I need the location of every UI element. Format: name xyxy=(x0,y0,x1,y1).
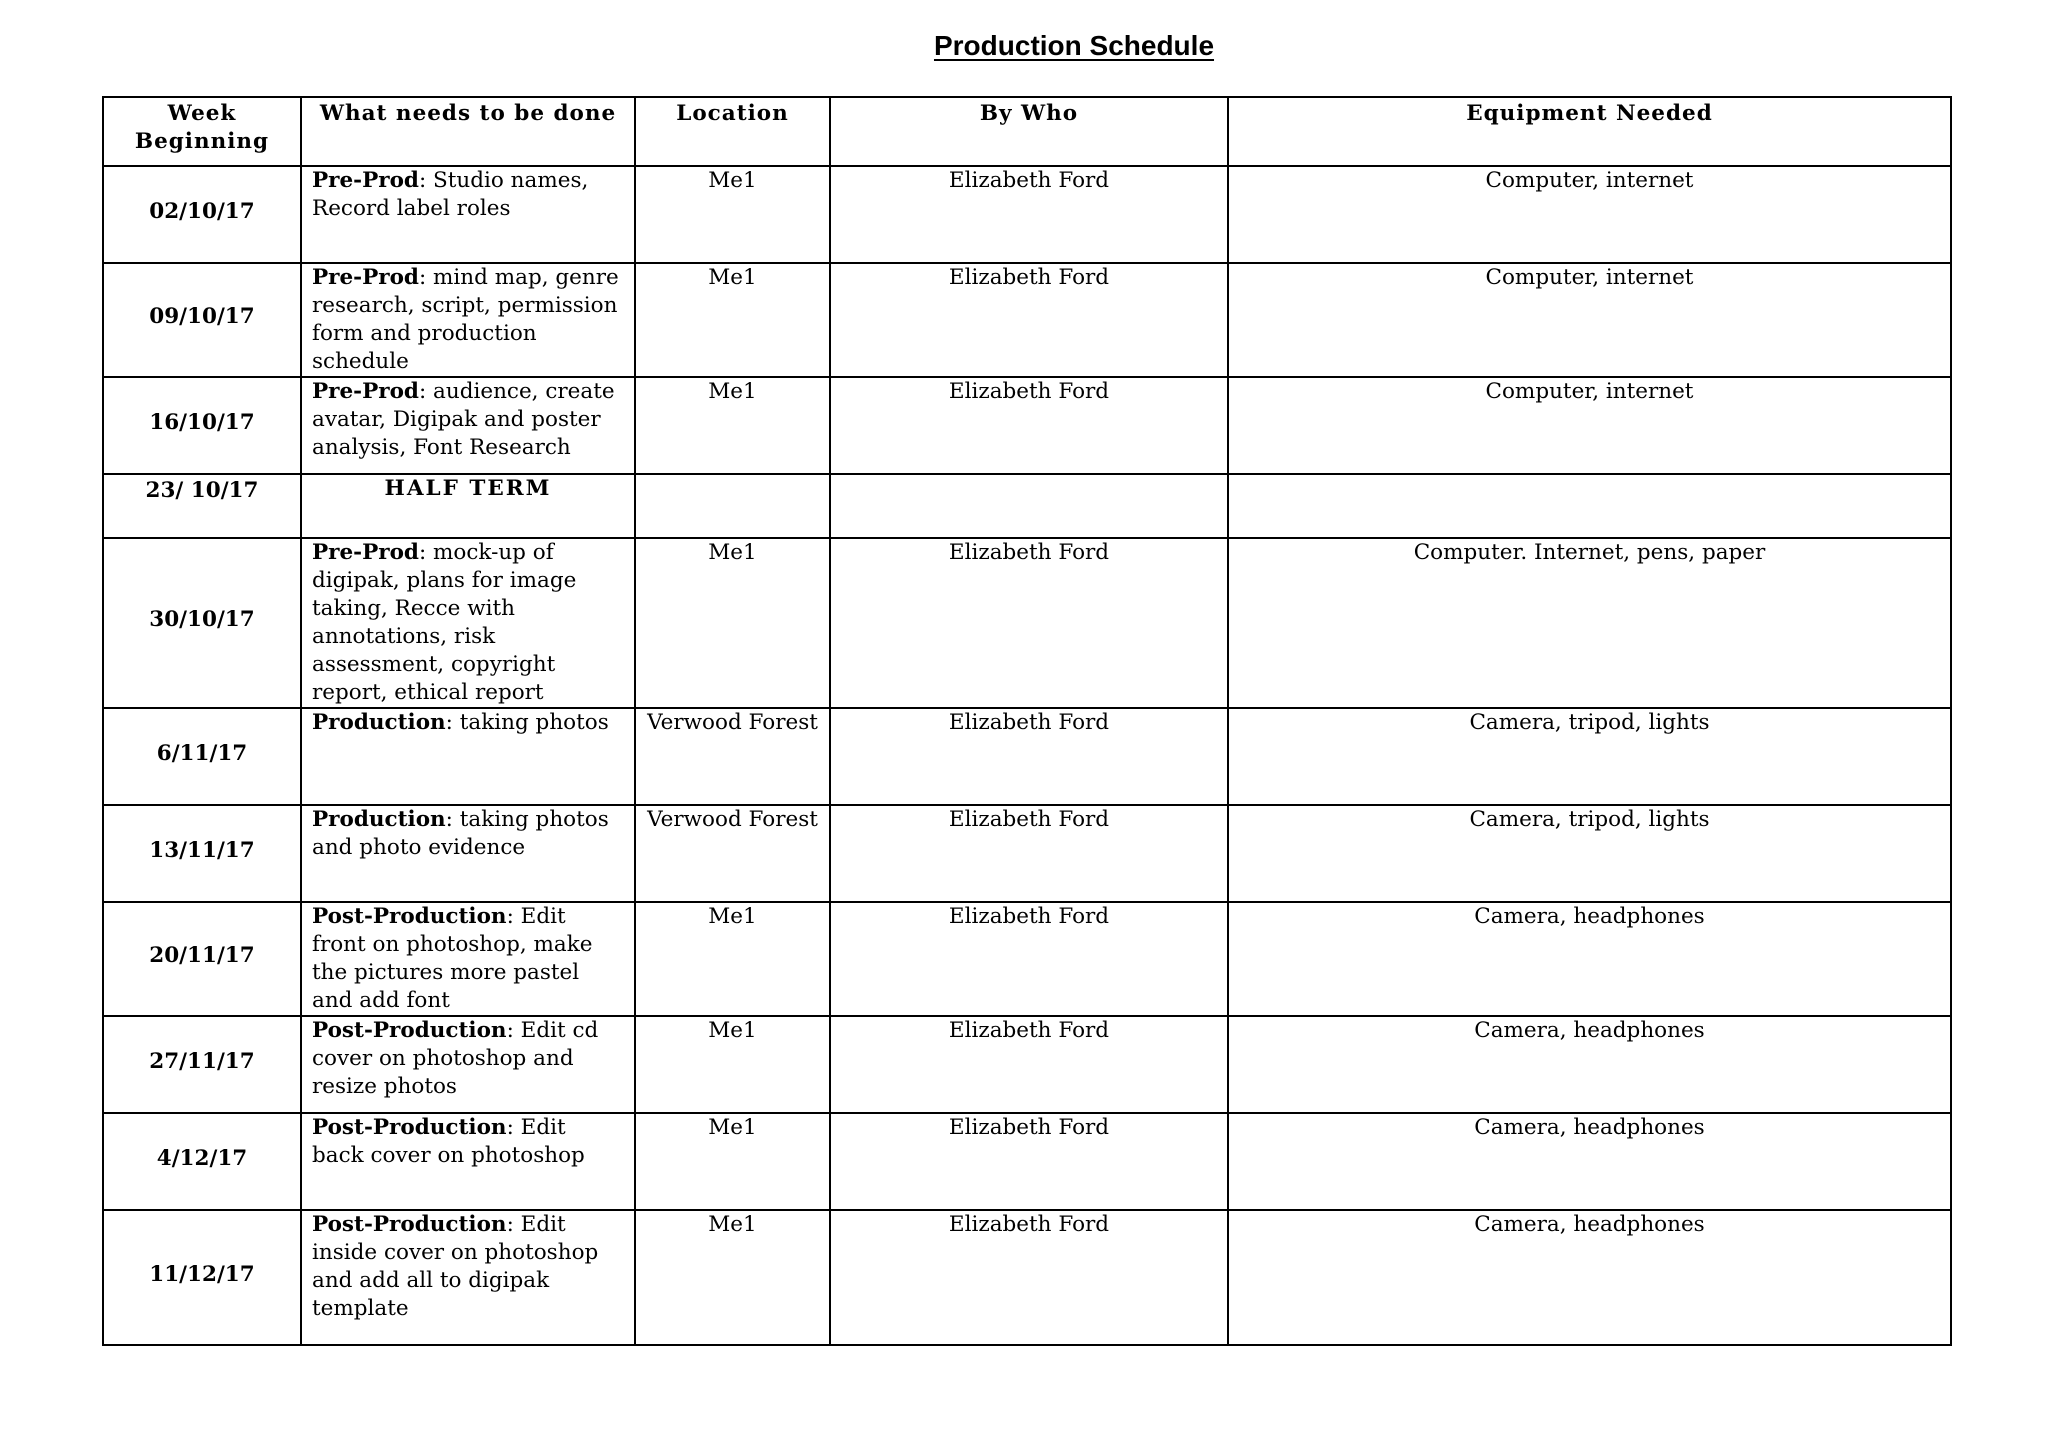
cell-task xyxy=(301,1113,635,1210)
cell-equipment: Camera, headphones xyxy=(1228,902,1951,1016)
cell-location: Me1 xyxy=(635,377,830,474)
table-row xyxy=(103,708,1951,805)
phase-label: Production xyxy=(312,710,446,735)
cell-week-beginning: 16/10/17 xyxy=(103,377,301,474)
header-week-beginning: Week Beginning xyxy=(103,97,301,166)
task-text: : taking photos xyxy=(445,710,609,735)
cell-by-who: Elizabeth Ford xyxy=(830,538,1228,708)
task-text: : audience, create avatar, Digipak and poster analysis, Font Research xyxy=(312,379,615,460)
table-row xyxy=(103,377,1951,474)
table-row xyxy=(103,1210,1951,1345)
cell-equipment: Camera, headphones xyxy=(1228,1113,1951,1210)
cell-location: Me1 xyxy=(635,538,830,708)
phase-label: Production xyxy=(312,807,446,832)
header-what-needs-to-be-done: What needs to be done xyxy=(301,97,635,166)
task-text: HALF TERM xyxy=(384,476,552,501)
cell-week-beginning: 23/ 10/17 xyxy=(103,474,301,538)
task-text: : Edit inside cover on photoshop and add all to digipak template xyxy=(312,1212,599,1321)
cell-week-beginning: 4/12/17 xyxy=(103,1113,301,1210)
cell-by-who xyxy=(830,474,1228,538)
header-row xyxy=(103,97,1951,166)
cell-task xyxy=(301,377,635,474)
cell-equipment: Computer, internet xyxy=(1228,263,1951,377)
task-text: : mock-up of digipak, plans for image taking, Recce with annotations, risk assessment, copyright report, ethical report xyxy=(312,540,577,705)
cell-location: Me1 xyxy=(635,1113,830,1210)
cell-week-beginning: 13/11/17 xyxy=(103,805,301,902)
header-equipment-needed: Equipment Needed xyxy=(1228,97,1951,166)
cell-equipment: Camera, headphones xyxy=(1228,1016,1951,1113)
table-row xyxy=(103,474,1951,538)
cell-week-beginning: 27/11/17 xyxy=(103,1016,301,1113)
cell-location: Me1 xyxy=(635,263,830,377)
cell-task xyxy=(301,1016,635,1113)
cell-week-beginning: 09/10/17 xyxy=(103,263,301,377)
production-schedule-table xyxy=(102,96,1952,1346)
cell-location: Me1 xyxy=(635,1016,830,1113)
cell-location: Me1 xyxy=(635,1210,830,1345)
phase-label: Post-Production xyxy=(312,1115,507,1140)
table-row xyxy=(103,902,1951,1016)
cell-task xyxy=(301,1210,635,1345)
cell-task xyxy=(301,166,635,263)
cell-by-who: Elizabeth Ford xyxy=(830,1016,1228,1113)
cell-week-beginning: 30/10/17 xyxy=(103,538,301,708)
cell-by-who: Elizabeth Ford xyxy=(830,805,1228,902)
cell-location: Me1 xyxy=(635,166,830,263)
cell-task xyxy=(301,708,635,805)
phase-label: Pre-Prod xyxy=(312,379,419,404)
cell-equipment: Computer, internet xyxy=(1228,166,1951,263)
cell-location: Me1 xyxy=(635,902,830,1016)
cell-location xyxy=(635,474,830,538)
task-text: : taking photos and photo evidence xyxy=(312,807,609,860)
header-location: Location xyxy=(635,97,830,166)
phase-label: Post-Production xyxy=(312,1212,507,1237)
phase-label: Pre-Prod xyxy=(312,168,419,193)
cell-task xyxy=(301,538,635,708)
task-text: : mind map, genre research, script, permission form and production schedule xyxy=(312,265,619,374)
task-text: : Studio names, Record label roles xyxy=(312,168,589,221)
cell-by-who: Elizabeth Ford xyxy=(830,1210,1228,1345)
cell-location: Verwood Forest xyxy=(635,708,830,805)
cell-by-who: Elizabeth Ford xyxy=(830,263,1228,377)
cell-week-beginning: 02/10/17 xyxy=(103,166,301,263)
cell-location: Verwood Forest xyxy=(635,805,830,902)
cell-task xyxy=(301,805,635,902)
phase-label: Post-Production xyxy=(312,904,507,929)
header-by-who: By Who xyxy=(830,97,1228,166)
table-row xyxy=(103,1113,1951,1210)
page-title: Production Schedule xyxy=(933,30,1215,61)
cell-equipment: Camera, headphones xyxy=(1228,1210,1951,1345)
cell-equipment: Computer. Internet, pens, paper xyxy=(1228,538,1951,708)
cell-equipment: Camera, tripod, lights xyxy=(1228,708,1951,805)
cell-by-who: Elizabeth Ford xyxy=(830,902,1228,1016)
cell-week-beginning: 20/11/17 xyxy=(103,902,301,1016)
table-row xyxy=(103,538,1951,708)
table-row xyxy=(103,1016,1951,1113)
cell-week-beginning: 11/12/17 xyxy=(103,1210,301,1345)
table-row xyxy=(103,166,1951,263)
cell-equipment: Camera, tripod, lights xyxy=(1228,805,1951,902)
task-text: : Edit front on photoshop, make the pictures more pastel and add font xyxy=(312,904,593,1013)
table-row xyxy=(103,263,1951,377)
phase-label: Pre-Prod xyxy=(312,265,419,290)
task-text: : Edit cd cover on photoshop and resize photos xyxy=(312,1018,599,1099)
cell-by-who: Elizabeth Ford xyxy=(830,1113,1228,1210)
phase-label: Pre-Prod xyxy=(312,540,419,565)
cell-by-who: Elizabeth Ford xyxy=(830,708,1228,805)
cell-task xyxy=(301,263,635,377)
cell-by-who: Elizabeth Ford xyxy=(830,166,1228,263)
cell-week-beginning: 6/11/17 xyxy=(103,708,301,805)
cell-equipment: Computer, internet xyxy=(1228,377,1951,474)
phase-label: Post-Production xyxy=(312,1018,507,1043)
cell-task xyxy=(301,902,635,1016)
cell-equipment xyxy=(1228,474,1951,538)
cell-by-who: Elizabeth Ford xyxy=(830,377,1228,474)
table-row xyxy=(103,805,1951,902)
cell-task xyxy=(301,474,635,538)
task-text: : Edit back cover on photoshop xyxy=(312,1115,585,1168)
